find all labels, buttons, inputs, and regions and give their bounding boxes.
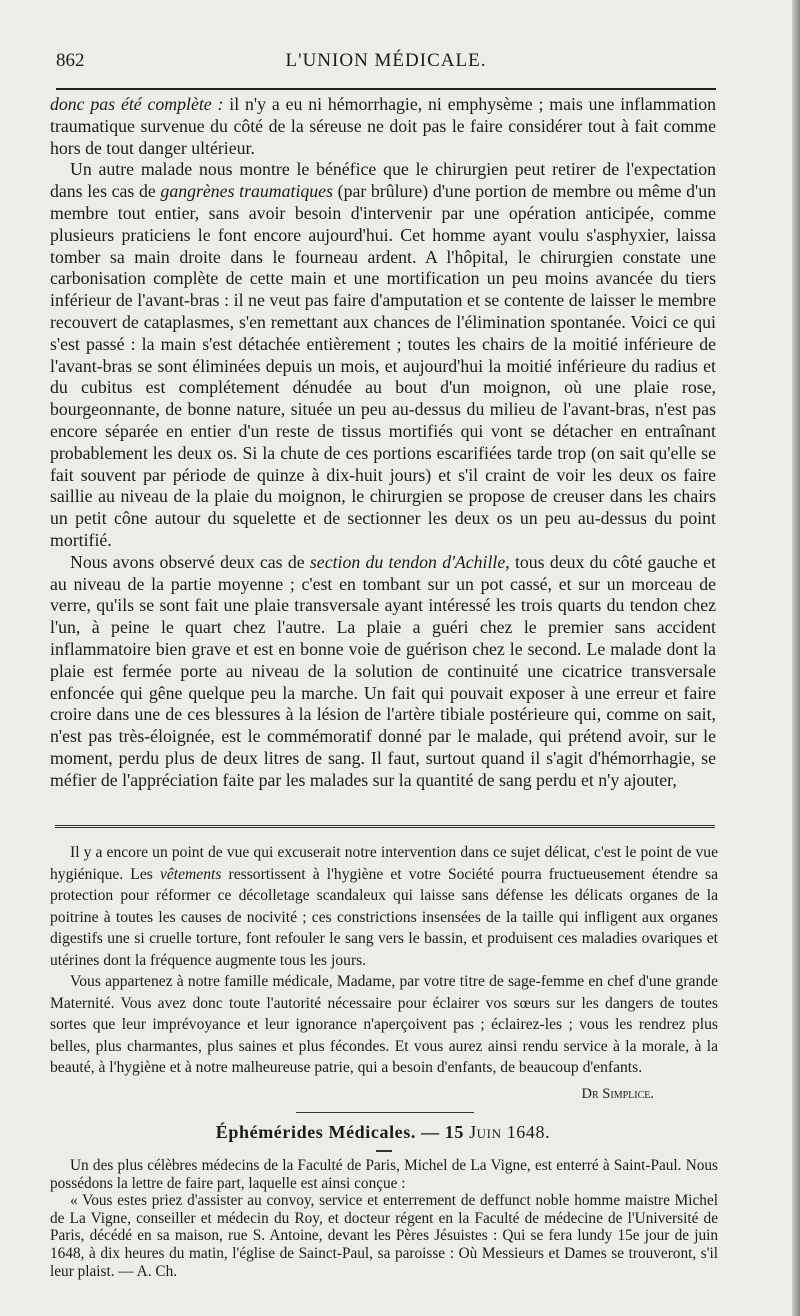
ephemerides-paragraph-1: Un des plus célèbres médecins de la Faculté de Paris, Michel de La Vigne, est enterré à Saint-Paul. Nous possédons la lettre de faire part, laquelle est ainsi conçue : (50, 1157, 718, 1192)
page-number: 862 (56, 50, 85, 71)
feuilleton-paragraph-1 (50, 842, 718, 971)
feuilleton-p1-before: Il y a encore un point de vue qui excuserait notre intervention dans ce sujet délicat, c'est le point de vue hygiénique. Les (50, 844, 718, 883)
feuilleton-paragraph-2: Vous appartenez à notre famille médicale, Madame, par votre titre de sage-femme en chef d'une grande Maternité. Vous avez donc toute l'autorité nécessaire pour éclairer vos sœurs sur les dangers de toutes sortes que leur imprévoyance et leur ignorance n'aperçoivent pas ; éclairez-les ; vous les rendrez plus belles, plus charmantes, plus saines et plus fécondes. Et vous aurez ainsi rendu service à la morale, à la beauté, à l'hygiène et à notre malheureuse patrie, qui a besoin d'enfants, de beaucoup d'enfants. (50, 973, 718, 1076)
ephemerides-title (50, 1122, 716, 1143)
paragraph-2-after: (par brûlure) d'une portion de membre ou même d'un membre tout entier, sans avoir besoin d'intervenir par une opération anticipée, comme plusieurs praticiens le font encore aujourd'hui. Cet homme ayant voulu s'asphyxier, laissa tomber sa main droite dans le fourneau ardent. A l'hôpital, le chirurgien constate une carbonisation complète de cette main et une mortification un peu moins avancée du tiers inférieur de l'avant-bras : il ne veut pas faire d'amputation et se contente de laisser le membre recouvert de cataplasmes, s'en remettant aux chances de l'élimination spontanée. Voici ce qui s'est passé : la main s'est détachée entièrement ; toutes les chairs de la moitié inférieure de l'avant-bras se sont éliminées depuis un mois, et aujourd'hui la moitié inférieure du radius et du cubitus est complétement dénudée au bout d'un moignon, où une plaie rose, bourgeonnante, de bonne nature, située un peu au-dessus du milieu de l'avant-bras, n'est pas encore séparée en entier d'un reste de tissus mortifiés qui vont se détacher en entraînant probablement les deux os. Si la chute de ces portions escarifiées tarde trop (on sait qu'elle se fait souvent par période de quinze à dix-huit jours) et s'il craint de voir les deux os faire saillie au niveau de la plaie du moignon, le chirurgien se propose de creuser dans les chairs un petit cône autour du squelette et de sectionner les deux os un peu au-dessus du point mortifié. (50, 181, 716, 550)
paragraph-2-italic: gangrènes traumatiques (160, 181, 333, 202)
paragraph-1 (50, 94, 716, 159)
ephemerides-title-main: Éphémérides Médicales. — 15 (215, 1122, 464, 1142)
ephemerides-title-date: Juin 1648. (469, 1122, 551, 1142)
feuilleton-section (50, 842, 718, 1079)
signature: Dr Simplice. (581, 1086, 654, 1102)
paragraph-3-italic: section du tendon d'Achille (309, 551, 506, 572)
running-title: L'UNION MÉDICALE. (285, 50, 487, 71)
header-rule (56, 88, 716, 90)
ephemerides-section (50, 1157, 718, 1280)
paragraph-3-after: , tous deux du côté gauche et au niveau de la partie moyenne ; c'est en tombant sur un pot cassé, et sur un morceau de verre, qu'ils se sont fait une plaie transversale ayant intéressé les trois quarts du tendon chez l'un, à peine le quart chez l'autre. La plaie a guéri chez le premier sans accident inflammatoire bien grave et est en bonne voie de guérison chez le second. Le malade dont la plaie est fermée porte au niveau de la solution de continuité une cicatrice transversale enfoncée qui gêne quelque peu la marche. Un fait qui pouvait exposer à une erreur et faire croire dans une de ces blessures à la lésion de l'artère tibiale postérieure qui, comme on sait, n'est pas très-éloignée, est le commémoratif donné par le malade, qui prétend avoir, sur le moment, perdu plus de deux litres de sang. Il faut, surtout quand il s'agit d'hémorrhagie, se méfier de l'appréciation faite par les malades sur la quantité de sang perdu et n'y ajouter, (50, 551, 716, 790)
main-article (50, 94, 716, 792)
page-header (56, 50, 716, 80)
feuilleton-p1-italic: vêtements (159, 865, 222, 883)
title-dash (376, 1150, 392, 1152)
ephemerides-paragraph-2: « Vous estes priez d'assister au convoy, service et enterrement de deffunct noble homme maistre Michel de La Vigne, conseiller et médecin du Roy, et docteur régent en la Faculté de médecine de l'Université de Paris, décédé en sa maison, rue S. Antoine, devant les Pères Jésuistes : Qui se fera lundy 15e jour de juin 1648, à dix heures du matin, l'église de Sainct-Paul, sa paroisse : Où Messieurs et Dames se trouveront, s'il leur plaist. — A. Ch. (50, 1192, 718, 1280)
page-edge-shadow (792, 0, 800, 1316)
paragraph-2 (50, 159, 716, 551)
paragraph-3-before: Nous avons observé deux cas de (70, 551, 310, 572)
section-rule (296, 1112, 474, 1113)
feuilleton-rule (55, 825, 715, 828)
feuilleton-p1-after: ressortissent à l'hygiène et votre Société pourra fructueusement étendre sa protection pour réformer ce décolletage scandaleux qui laisse sans défense les délicats organes de la poitrine à toutes les causes de nocivité ; ces constrictions insensées de la taille qui infligent aux organes digestifs une si cruelle torture, font refouler le sang vers le bassin, et produisent ces maladies ovariques et utérines dont la fréquence augmente tous les jours. (50, 865, 718, 969)
paragraph-1-text: il n'y a eu ni hémorrhagie, ni emphysème ; mais une inflammation traumatique survenue du côté de la séreuse ne doit pas le faire considérer tout à fait comme hors de tout danger ultérieur. (50, 94, 716, 158)
paragraph-2-before: Un autre malade nous montre le bénéfice que le chirurgien peut retirer de l'expectation dans les cas de (50, 159, 716, 202)
paragraph-1-lead: donc pas été complète : (50, 94, 224, 114)
paragraph-3 (50, 552, 716, 792)
